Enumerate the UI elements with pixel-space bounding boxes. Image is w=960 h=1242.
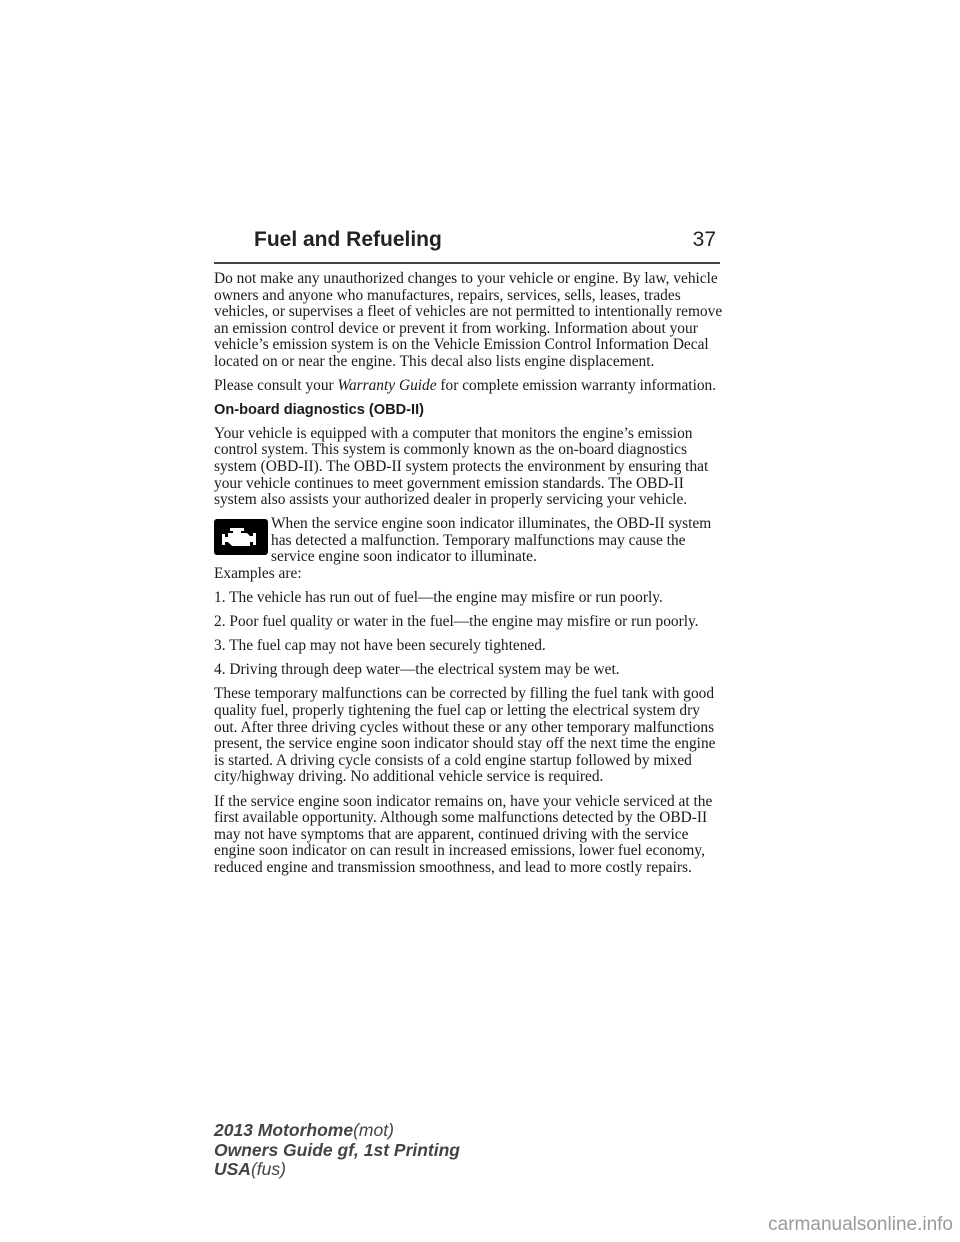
page-header xyxy=(214,228,720,264)
service-engine-soon-icon xyxy=(214,519,268,555)
paragraph-unauthorized-changes: Do not make any unauthorized changes to your vehicle or engine. By law, vehicle owners and anyone who manufactures, repairs, services, sells, leases, trades vehicles, or supervises a fleet of vehicles are not permitted to intentionally remove an emission control device or prevent it from working. Information about your vehicle’s emission system is on the Vehicle Emission Control Information Decal located on or near the engine. This decal also lists engine displacement. xyxy=(214,270,723,370)
paragraph-indicator-remains-on: If the service engine soon indicator remains on, have your vehicle serviced at the first available opportunity. Although some malfunctions detected by the OBD-II may not have symptoms that are apparent, continued driving with the service engine soon indicator on can result in increased emissions, lower fuel economy, reduced engine and transmission smoothness, and lead to more costly repairs. xyxy=(214,792,713,876)
warranty-text-after: for complete emission warranty information. xyxy=(436,377,717,395)
paragraph-warranty xyxy=(214,378,724,395)
engine-indicator-row xyxy=(214,516,724,566)
list-item: 3. The fuel cap may not have been securely tightened. xyxy=(214,637,546,655)
footer-line-2: Owners Guide gf, 1st Printing xyxy=(214,1139,460,1160)
section-title: Fuel and Refueling xyxy=(254,228,442,251)
print-footer xyxy=(214,1121,460,1180)
warranty-text-before: Please consult your xyxy=(214,377,338,395)
list-item: 2. Poor fuel quality or water in the fuel—the engine may misfire or run poorly. xyxy=(214,613,699,631)
obd-subheading: On-board diagnostics (OBD-II) xyxy=(214,402,424,419)
paragraph-temporary-malfunctions: These temporary malfunctions can be corrected by filling the fuel tank with good quality fuel, properly tightening the fuel cap or letting the electrical system dry out. After three driving cycles without these or any other temporary malfunctions present, the service engine soon indicator should stay off the next time the engine is started. A driving cycle consists of a cold engine startup followed by mixed city/highway driving. No additional vehicle service is required. xyxy=(214,685,716,786)
list-item: 1. The vehicle has run out of fuel—the engine may misfire or run poorly. xyxy=(214,589,663,607)
watermark: carmanualsonline.info xyxy=(768,1214,953,1235)
page-number: 37 xyxy=(692,228,716,251)
list-item: 4. Driving through deep water—the electrical system may be wet. xyxy=(214,661,620,679)
examples-label: Examples are: xyxy=(214,565,302,582)
engine-indicator-text: When the service engine soon indicator illuminates, the OBD-II system has detected a malfunction. Temporary malfunctions may cause the service engine soon indicator to illuminate. xyxy=(271,515,712,566)
paragraph-obd-intro: Your vehicle is equipped with a computer that monitors the engine’s emission control system. This system is commonly known as the on-board diagnostics system (OBD-II). The OBD-II system protects the environment by ensuring that your vehicle continues to meet government emission standards. The OBD-II system also assists your authorized dealer in properly servicing your vehicle. xyxy=(214,424,709,509)
footer-line-1: 2013 Motorhome(mot) xyxy=(214,1120,394,1140)
footer-line-3: USA(fus) xyxy=(214,1159,286,1179)
page-body xyxy=(214,271,724,884)
warranty-guide-title: Warranty Guide xyxy=(337,377,437,395)
